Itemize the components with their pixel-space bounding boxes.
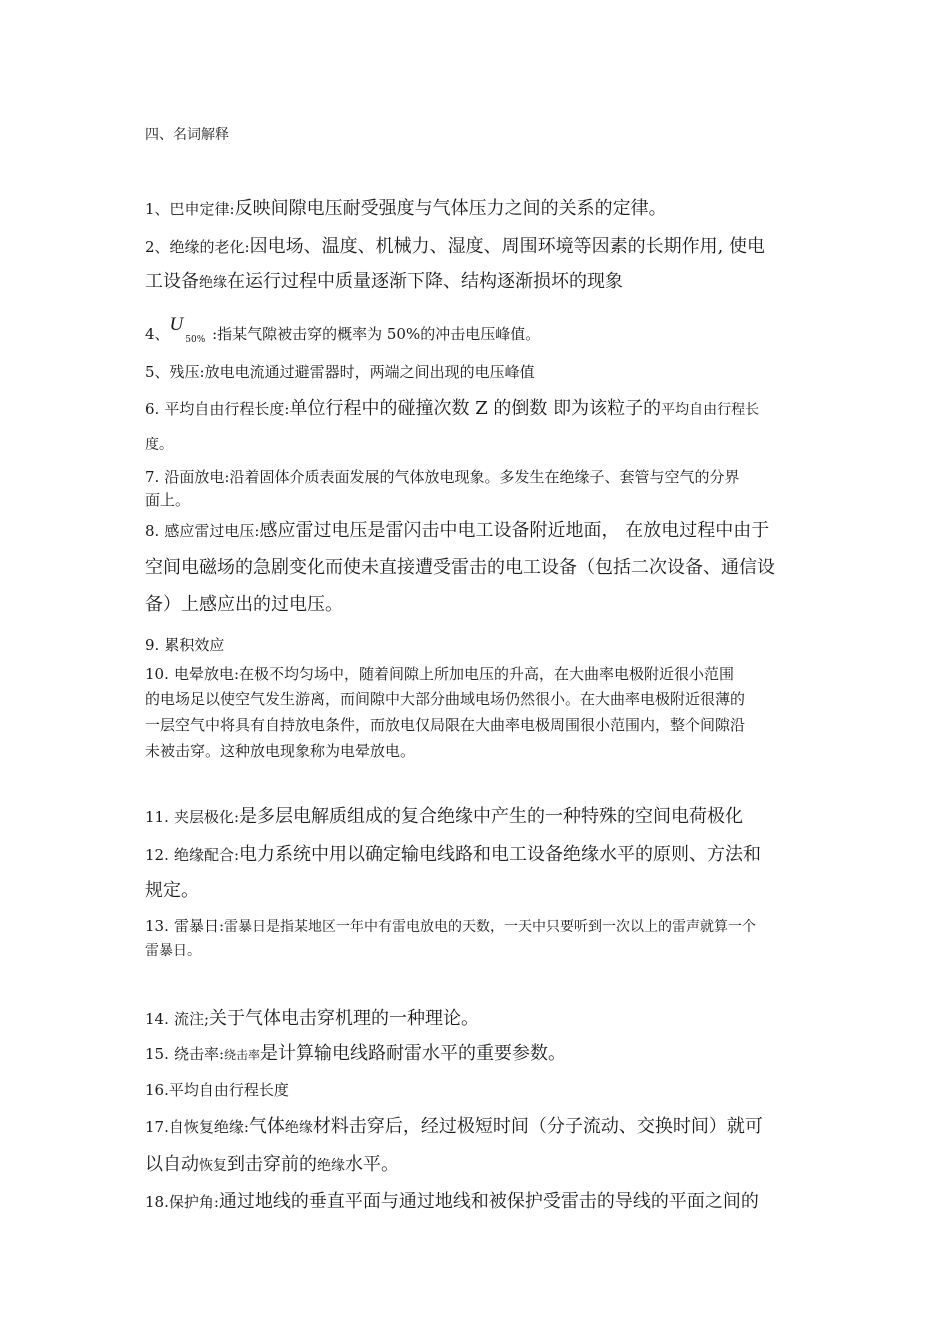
term-definition: 电力系统中用以确定输电线路和电工设备绝缘水平的原则、方法和 xyxy=(239,844,762,865)
text-segment: 材料击穿后，经过极短时间（分子流动、交换时间）就可 xyxy=(312,1116,763,1137)
term-name: 保护角: xyxy=(168,1193,219,1211)
term-number: 18. xyxy=(145,1193,169,1211)
term-definition: 沿着固体介质表面发展的气体放电现象。多发生在绝缘子、套管与空气的分界 xyxy=(229,468,740,486)
term-8 xyxy=(145,522,769,540)
term-number: 7. xyxy=(145,468,160,486)
term-definition: 在极不均匀场中，随着间隙上所加电压的升高，在大曲率电极附近很小范围 xyxy=(239,665,735,683)
term-definition: 感应雷过电压是雷闪击中电工设备附近地面， 在放电过程中由于 xyxy=(259,520,770,541)
term-15 xyxy=(145,1045,566,1063)
term-name: 沿面放电: xyxy=(164,468,230,486)
term-number: 10. xyxy=(145,665,169,683)
term-12-line-2: 规定。 xyxy=(145,880,199,901)
term-number: 12. xyxy=(145,846,169,864)
term-number: 6. xyxy=(145,400,160,418)
term-13-line-2: 雷暴日。 xyxy=(145,943,201,959)
term-16: 16.平均自由行程长度 xyxy=(145,1081,289,1099)
term-definition: 雷暴日是指某地区一年中有雷电放电的天数，一天中只要听到一次以上的雷声就算一个 xyxy=(224,919,757,935)
term-definition: 是计算输电线路耐雷水平的重要参数。 xyxy=(260,1043,567,1064)
term-17 xyxy=(145,1118,763,1136)
term-definition: 关于气体电击穿机理的一种理论。 xyxy=(209,1008,480,1029)
term-number: 11. xyxy=(145,808,169,826)
term-name: 绝缘的老化: xyxy=(169,238,250,256)
term-18 xyxy=(145,1193,759,1211)
term-name: 雷暴日: xyxy=(173,917,225,935)
u50-subscript: 50% xyxy=(185,335,206,345)
term-name: 自恢复绝缘: xyxy=(168,1118,249,1136)
term-name: 巴申定律: xyxy=(169,200,235,218)
term-name: 感应雷过电压: xyxy=(164,522,260,540)
term-9 xyxy=(145,637,224,653)
term-definition: 单位行程中的碰撞次数 Z 的倒数 即为该粒子的 xyxy=(289,398,662,419)
term-definition: :指某气隙被击穿的概率为 50%的冲击电压峰值。 xyxy=(207,325,541,343)
term-number: 4、 xyxy=(145,325,170,343)
term-number: 9. xyxy=(145,636,160,654)
term-17-line-2 xyxy=(145,1156,399,1174)
term-number: 15. xyxy=(145,1045,169,1063)
term-definition: 因电场、温度、机械力、湿度、周围环境等因素的长期作用, 使电 xyxy=(249,236,766,257)
term-12 xyxy=(145,846,761,864)
term-definition: 是多层电解质组成的复合绝缘中产生的一种特殊的空间电荷极化 xyxy=(239,806,744,827)
text-segment: 气体 xyxy=(248,1116,285,1137)
section-heading: 四、名词解释 xyxy=(145,127,229,143)
term-10 xyxy=(145,666,734,682)
term-name: 累积效应 xyxy=(164,636,225,654)
text-segment: 以自动 xyxy=(145,1154,199,1175)
text-segment: 在运行过程中质量逐渐下降、结构逐渐损坏的现象 xyxy=(227,271,623,292)
term-10-line-2: 的电场足以使空气发生游离，而间隙中大部分曲域电场仍然很小。在大曲率电极附近很薄的 xyxy=(145,690,746,708)
term-6-line-2: 度。 xyxy=(145,437,173,453)
text-segment: 到击穿前的 xyxy=(227,1154,317,1175)
term-number: 8. xyxy=(145,522,160,540)
small-text-segment: 绝缘 xyxy=(199,275,227,291)
term-name: 绝缘配合: xyxy=(173,846,240,864)
term-5 xyxy=(145,364,535,380)
term-name: 流注; xyxy=(173,1010,210,1028)
term-name: 残压: xyxy=(169,363,205,381)
small-text-segment: 恢复 xyxy=(199,1158,227,1174)
term-2-line-2 xyxy=(145,273,623,291)
term-number: 17. xyxy=(145,1118,169,1136)
term-name: 夹层极化: xyxy=(173,808,240,826)
term-number: 2、 xyxy=(145,238,170,256)
term-8-line-2: 空间电磁场的急剧变化而使未直接遭受雷击的电工设备（包括二次设备、通信设 xyxy=(145,557,775,578)
small-text-segment: 平均自由行程长 xyxy=(661,402,760,418)
term-2 xyxy=(145,238,765,256)
small-text-segment: 绕击率 xyxy=(224,1048,261,1062)
term-definition: 放电电流通过避雷器时，两端之间出现的电压峰值 xyxy=(204,363,535,381)
term-number: 5、 xyxy=(145,363,170,381)
small-text-segment: 绝缘 xyxy=(317,1158,345,1174)
term-name: 电晕放电: xyxy=(173,665,240,683)
term-name: 平均自由行程长度: xyxy=(164,400,290,418)
text-segment: 工设备 xyxy=(145,271,199,292)
small-text-segment: 绝缘 xyxy=(284,1120,313,1136)
term-1 xyxy=(145,200,667,218)
term-8-line-3: 备）上感应出的过电压。 xyxy=(145,594,343,615)
term-definition: 通过地线的垂直平面与通过地线和被保护受雷击的导线的平面之间的 xyxy=(218,1191,759,1212)
term-number: 13. xyxy=(145,917,169,935)
u50-symbol: U xyxy=(169,314,184,335)
term-7-line-2: 面上。 xyxy=(145,491,191,509)
term-6 xyxy=(145,400,759,418)
term-number: 14. xyxy=(145,1010,169,1028)
term-13 xyxy=(145,918,756,934)
term-11 xyxy=(145,808,743,826)
term-4 xyxy=(145,314,541,345)
term-name: 绕击率: xyxy=(173,1045,225,1063)
term-10-line-4: 未被击穿。这种放电现象称为电晕放电。 xyxy=(145,742,416,760)
term-7 xyxy=(145,469,739,485)
term-14 xyxy=(145,1010,479,1028)
text-segment: 水平。 xyxy=(345,1154,399,1175)
term-definition: 反映间隙电压耐受强度与气体压力之间的关系的定律。 xyxy=(234,198,667,219)
term-number: 1、 xyxy=(145,200,170,218)
term-10-line-3: 一层空气中将具有自持放电条件，而放电仅局限在大曲率电极周围很小范围内，整个间隙沿 xyxy=(145,716,746,734)
